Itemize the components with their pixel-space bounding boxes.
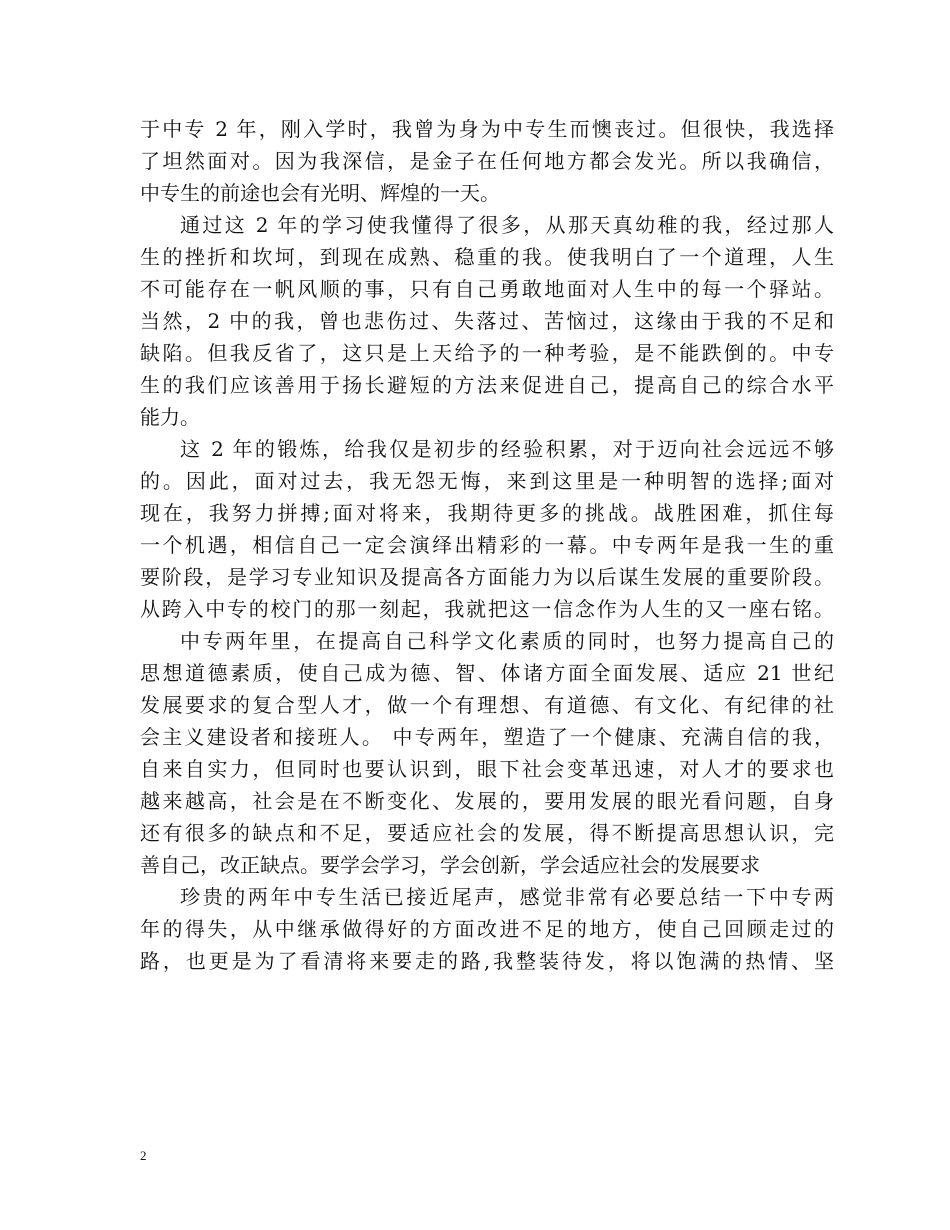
text-line: 生的挫折和坎坷，到现在成熟、稳重的我。使我明白了一个道理，人生 xyxy=(140,245,834,269)
text-line: 珍贵的两年中专生活已接近尾声，感觉非常有必要总结一下中专两 xyxy=(180,885,834,909)
text-line: 要阶段，是学习专业知识及提高各方面能力为以后谋生发展的重要阶段。 xyxy=(140,565,834,589)
text-line: 不可能存在一帆风顺的事，只有自己勇敢地面对人生中的每一个驿站。 xyxy=(140,277,834,301)
text-line: 自来自实力，但同时也要认识到，眼下社会变革迅速，对人才的要求也 xyxy=(140,757,834,781)
text-line: 这 2 年的锻炼，给我仅是初步的经验积累，对于迈向社会远远不够 xyxy=(180,437,834,461)
text-line: 思想道德素质，使自己成为德、智、体诸方面全面发展、适应 21 世纪 xyxy=(140,661,834,685)
text-line: 会主义建设者和接班人。 中专两年，塑造了一个健康、充满自信的我， xyxy=(140,725,834,749)
text-line: 生的我们应该善用于扬长避短的方法来促进自己，提高自己的综合水平 xyxy=(140,373,834,397)
text-line: 了坦然面对。因为我深信，是金子在任何地方都会发光。所以我确信， xyxy=(140,149,834,173)
text-line: 通过这 2 年的学习使我懂得了很多，从那天真幼稚的我，经过那人 xyxy=(180,213,834,237)
page-number: 2 xyxy=(140,1148,147,1163)
text-line: 的。因此，面对过去，我无怨无悔，来到这里是一种明智的选择;面对 xyxy=(140,469,834,493)
text-line: 现在，我努力拼搏;面对将来，我期待更多的挑战。战胜困难，抓住每 xyxy=(140,501,834,525)
text-line: 当然，2 中的我，曾也悲伤过、失落过、苦恼过，这缘由于我的不足和 xyxy=(140,309,834,333)
text-line: 于中专 2 年，刚入学时，我曾为身为中专生而懊丧过。但很快，我选择 xyxy=(140,117,834,141)
document-body xyxy=(140,113,834,977)
text-line: 从跨入中专的校门的那一刻起，我就把这一信念作为人生的又一座右铭。 xyxy=(140,597,834,621)
text-line: 路，也更是为了看清将来要走的路,我整装待发，将以饱满的热情、坚 xyxy=(140,949,834,973)
text-line: 越来越高，社会是在不断变化、发展的，要用发展的眼光看问题，自身 xyxy=(140,789,834,813)
text-line: 善自己，改正缺点。要学会学习，学会创新，学会适应社会的发展要求 xyxy=(140,853,760,877)
text-line: 能力。 xyxy=(140,405,200,429)
text-line: 年的得失，从中继承做得好的方面改进不足的地方，使自己回顾走过的 xyxy=(140,917,834,941)
text-line: 中专生的前途也会有光明、辉煌的一天。 xyxy=(140,181,500,205)
text-line: 缺陷。但我反省了，这只是上天给予的一种考验，是不能跌倒的。中专 xyxy=(140,341,834,365)
text-line: 发展要求的复合型人才，做一个有理想、有道德、有文化、有纪律的社 xyxy=(140,693,834,717)
text-line: 还有很多的缺点和不足，要适应社会的发展，得不断提高思想认识，完 xyxy=(140,821,834,845)
text-line: 中专两年里，在提高自己科学文化素质的同时，也努力提高自己的 xyxy=(180,629,834,653)
text-line: 一个机遇，相信自己一定会演绎出精彩的一幕。中专两年是我一生的重 xyxy=(140,533,834,557)
